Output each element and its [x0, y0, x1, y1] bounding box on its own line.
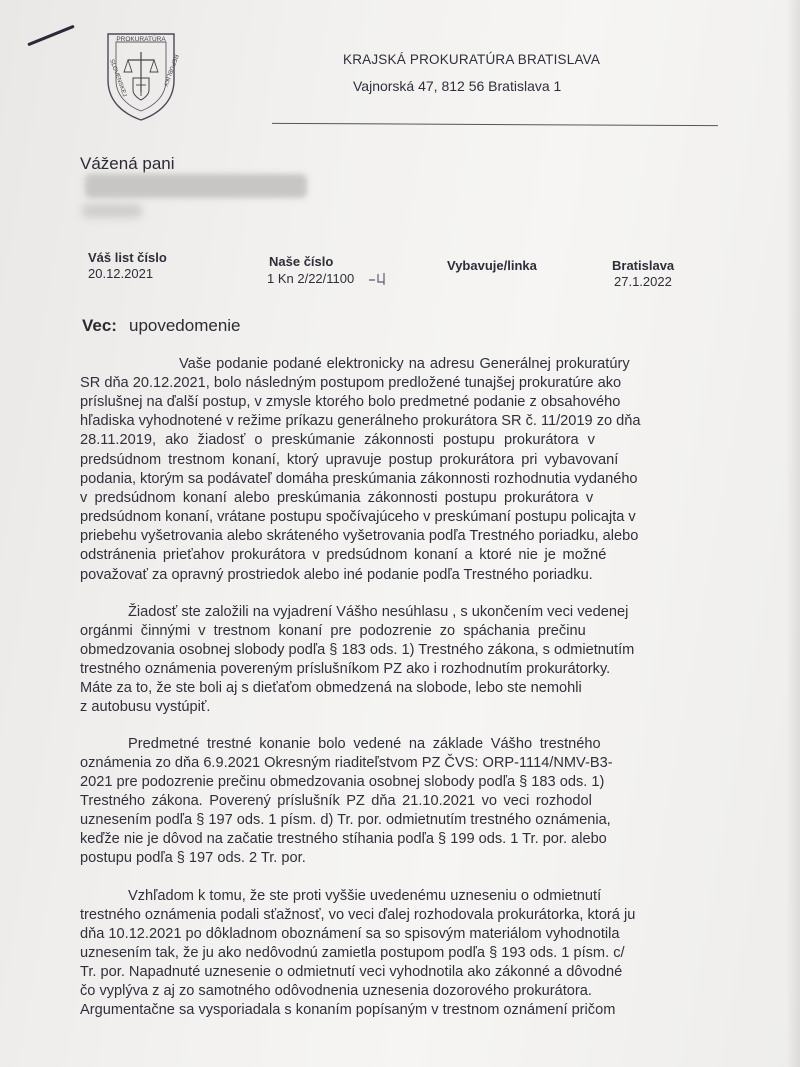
handwritten-mark [368, 270, 396, 286]
body-line: Vaše podanie podané elektronicky na adresu Generálnej prokuratúry [179, 356, 630, 372]
subject-line [82, 316, 241, 336]
body-line: predsúdnom trestnom konaní, ktorý upravuje postup prokurátora pri vybavovaní [80, 452, 619, 468]
body-line: Trestného zákona. Poverený príslušník PZ dňa 21.10.2021 vo veci rozhodol [80, 793, 592, 809]
body-line: trestného oznámenia povereným príslušníkom PZ ako i rozhodnutím prokurátorky. [80, 661, 611, 677]
your-letter-block [88, 250, 167, 265]
body-line: v predsúdnom konaní alebo preskúmania zákonnosti postupu prokurátora v [80, 490, 594, 506]
office-name: KRAJSKÁ PROKURATÚRA BRATISLAVA [343, 52, 601, 67]
body-line: príslušnej na ďalší postup, v zmysle ktorého bolo predmetné podanie z obsahového [80, 394, 621, 410]
header-divider [272, 123, 718, 126]
pen-mark [27, 25, 74, 47]
body-line: 28.11.2019, ako žiadosť o preskúmanie zákonnosti postupu prokurátora v [80, 432, 595, 448]
body-line: SR dňa 20.12.2021, bolo následným postupom predložené tunajšej prokuratúre ako [80, 375, 622, 391]
your-letter-label: Váš list číslo [88, 250, 167, 265]
body-line: 2021 pre podozrenie prečinu obmedzovania osobnej slobody podľa § 183 ods. 1) [80, 774, 605, 790]
place-block [612, 258, 674, 273]
redacted-address [82, 204, 142, 218]
body-line: predsúdnom konaní, vrátane postupu spočívajúceho v preskúmaní postupu policajta v [80, 509, 636, 525]
handled-by-label: Vybavuje/linka [447, 258, 537, 273]
body-line: Tr. por. Napadnuté uznesenie o odmietnutí veci vyhodnotila ako zákonné a dôvodné [80, 964, 623, 980]
body-line: z autobusu vystúpiť. [80, 699, 211, 715]
body-line: podania, ktorým sa podávateľ domáha preskúmania zákonnosti rozhodnutia vydaného [80, 471, 638, 487]
our-number-label: Naše číslo [269, 254, 334, 269]
salutation: Vážená pani [80, 154, 175, 173]
body-line: Vzhľadom k tomu, že ste proti vyššie uvedenému uzneseniu o odmietnutí [128, 888, 602, 904]
handled-by-block [447, 258, 537, 273]
your-letter-value [88, 266, 153, 281]
body-line: postupu podľa § 197 ods. 2 Tr. por. [80, 850, 306, 866]
subject-label: Vec: [82, 316, 117, 335]
body-line: priebehu vyšetrovania alebo skráteného vyšetrovania podľa Trestného poriadku, alebo [80, 528, 639, 544]
body-line: keďže nie je dôvod na začatie trestného stíhania podľa § 199 ods. 1 Tr. por. alebo [80, 831, 607, 847]
letter-date: 27.1.2022 [614, 274, 672, 289]
body-line: oznámenia zo dňa 6.9.2021 Okresným riaditeľstvom PZ ČVS: ORP-1114/NMV-B3- [80, 755, 613, 771]
place-label: Bratislava [612, 258, 675, 273]
redacted-name [85, 174, 307, 198]
svg-text:REPUBLIKY: REPUBLIKY [161, 53, 179, 88]
body-line: orgánmi činnými v trestnom konaní pre podozrenie zo spáchania prečinu [80, 623, 586, 639]
body-line: Argumentačne sa vysporiadala s konaním popísaným v trestnom oznámení pričom [80, 1002, 616, 1018]
body-line: hľadiska vyhodnotené v režime príkazu generálneho prokurátora SR č. 11/2019 zo dňa [80, 413, 641, 429]
body-line: uznesením tak, že ju ako nedôvodnú zamietla postupom podľa § 193 ods. 1 písm. c/ [80, 945, 625, 961]
body-line: čo vyplýva z aj zo samotného odôvodnenia uznesenia dozorového prokurátora. [80, 983, 592, 999]
your-letter-date: 20.12.2021 [88, 266, 154, 281]
subject-text: upovedomenie [128, 316, 241, 335]
svg-text:SLOVENSKEJ: SLOVENSKEJ [108, 58, 128, 98]
letter-date-wrap [614, 274, 672, 289]
prosecution-seal-logo [100, 30, 182, 122]
body-line: trestného oznámenia podali sťažnosť, vo veci ďalej rozhodovala prokurátorka, ktorá ju [80, 907, 636, 923]
body-line: uznesením podľa § 197 ods. 1 písm. d) Tr. por. odmietnutím trestného oznámenia, [80, 812, 611, 828]
body-line: Predmetné trestné konanie bolo vedené na základe Vášho trestného [128, 736, 601, 752]
body-line: Máte za to, že ste boli aj s dieťaťom obmedzená na slobode, lebo ste nemohli [80, 680, 582, 696]
body-line: dňa 10.12.2021 po dôkladnom oboznámení sa so spisovým materiálom vyhodnotila [80, 926, 620, 942]
our-number-value-wrap [267, 271, 354, 286]
page-edge-shadow [786, 0, 800, 1067]
office-address: Vajnorská 47, 812 56 Bratislava 1 [353, 78, 562, 94]
body-line: považovať za opravný prostriedok alebo iné podanie podľa Trestného poriadku. [80, 567, 593, 583]
body-line: odstránenia prieťahov prokurátora v predsúdnom konaní a ktoré nie je možné [80, 547, 607, 563]
our-number-block [269, 254, 333, 269]
svg-text:PROKURATÚRA: PROKURATÚRA [116, 36, 166, 43]
body-line: Žiadosť ste založili na vyjadrení Vášho nesúhlasu , s ukončením veci vedenej [128, 604, 629, 620]
our-number-value: 1 Kn 2/22/1100 [267, 271, 355, 286]
body-line: obmedzovania osobnej slobody podľa § 183 ods. 1) Trestného zákona, s odmietnutím [80, 642, 635, 658]
